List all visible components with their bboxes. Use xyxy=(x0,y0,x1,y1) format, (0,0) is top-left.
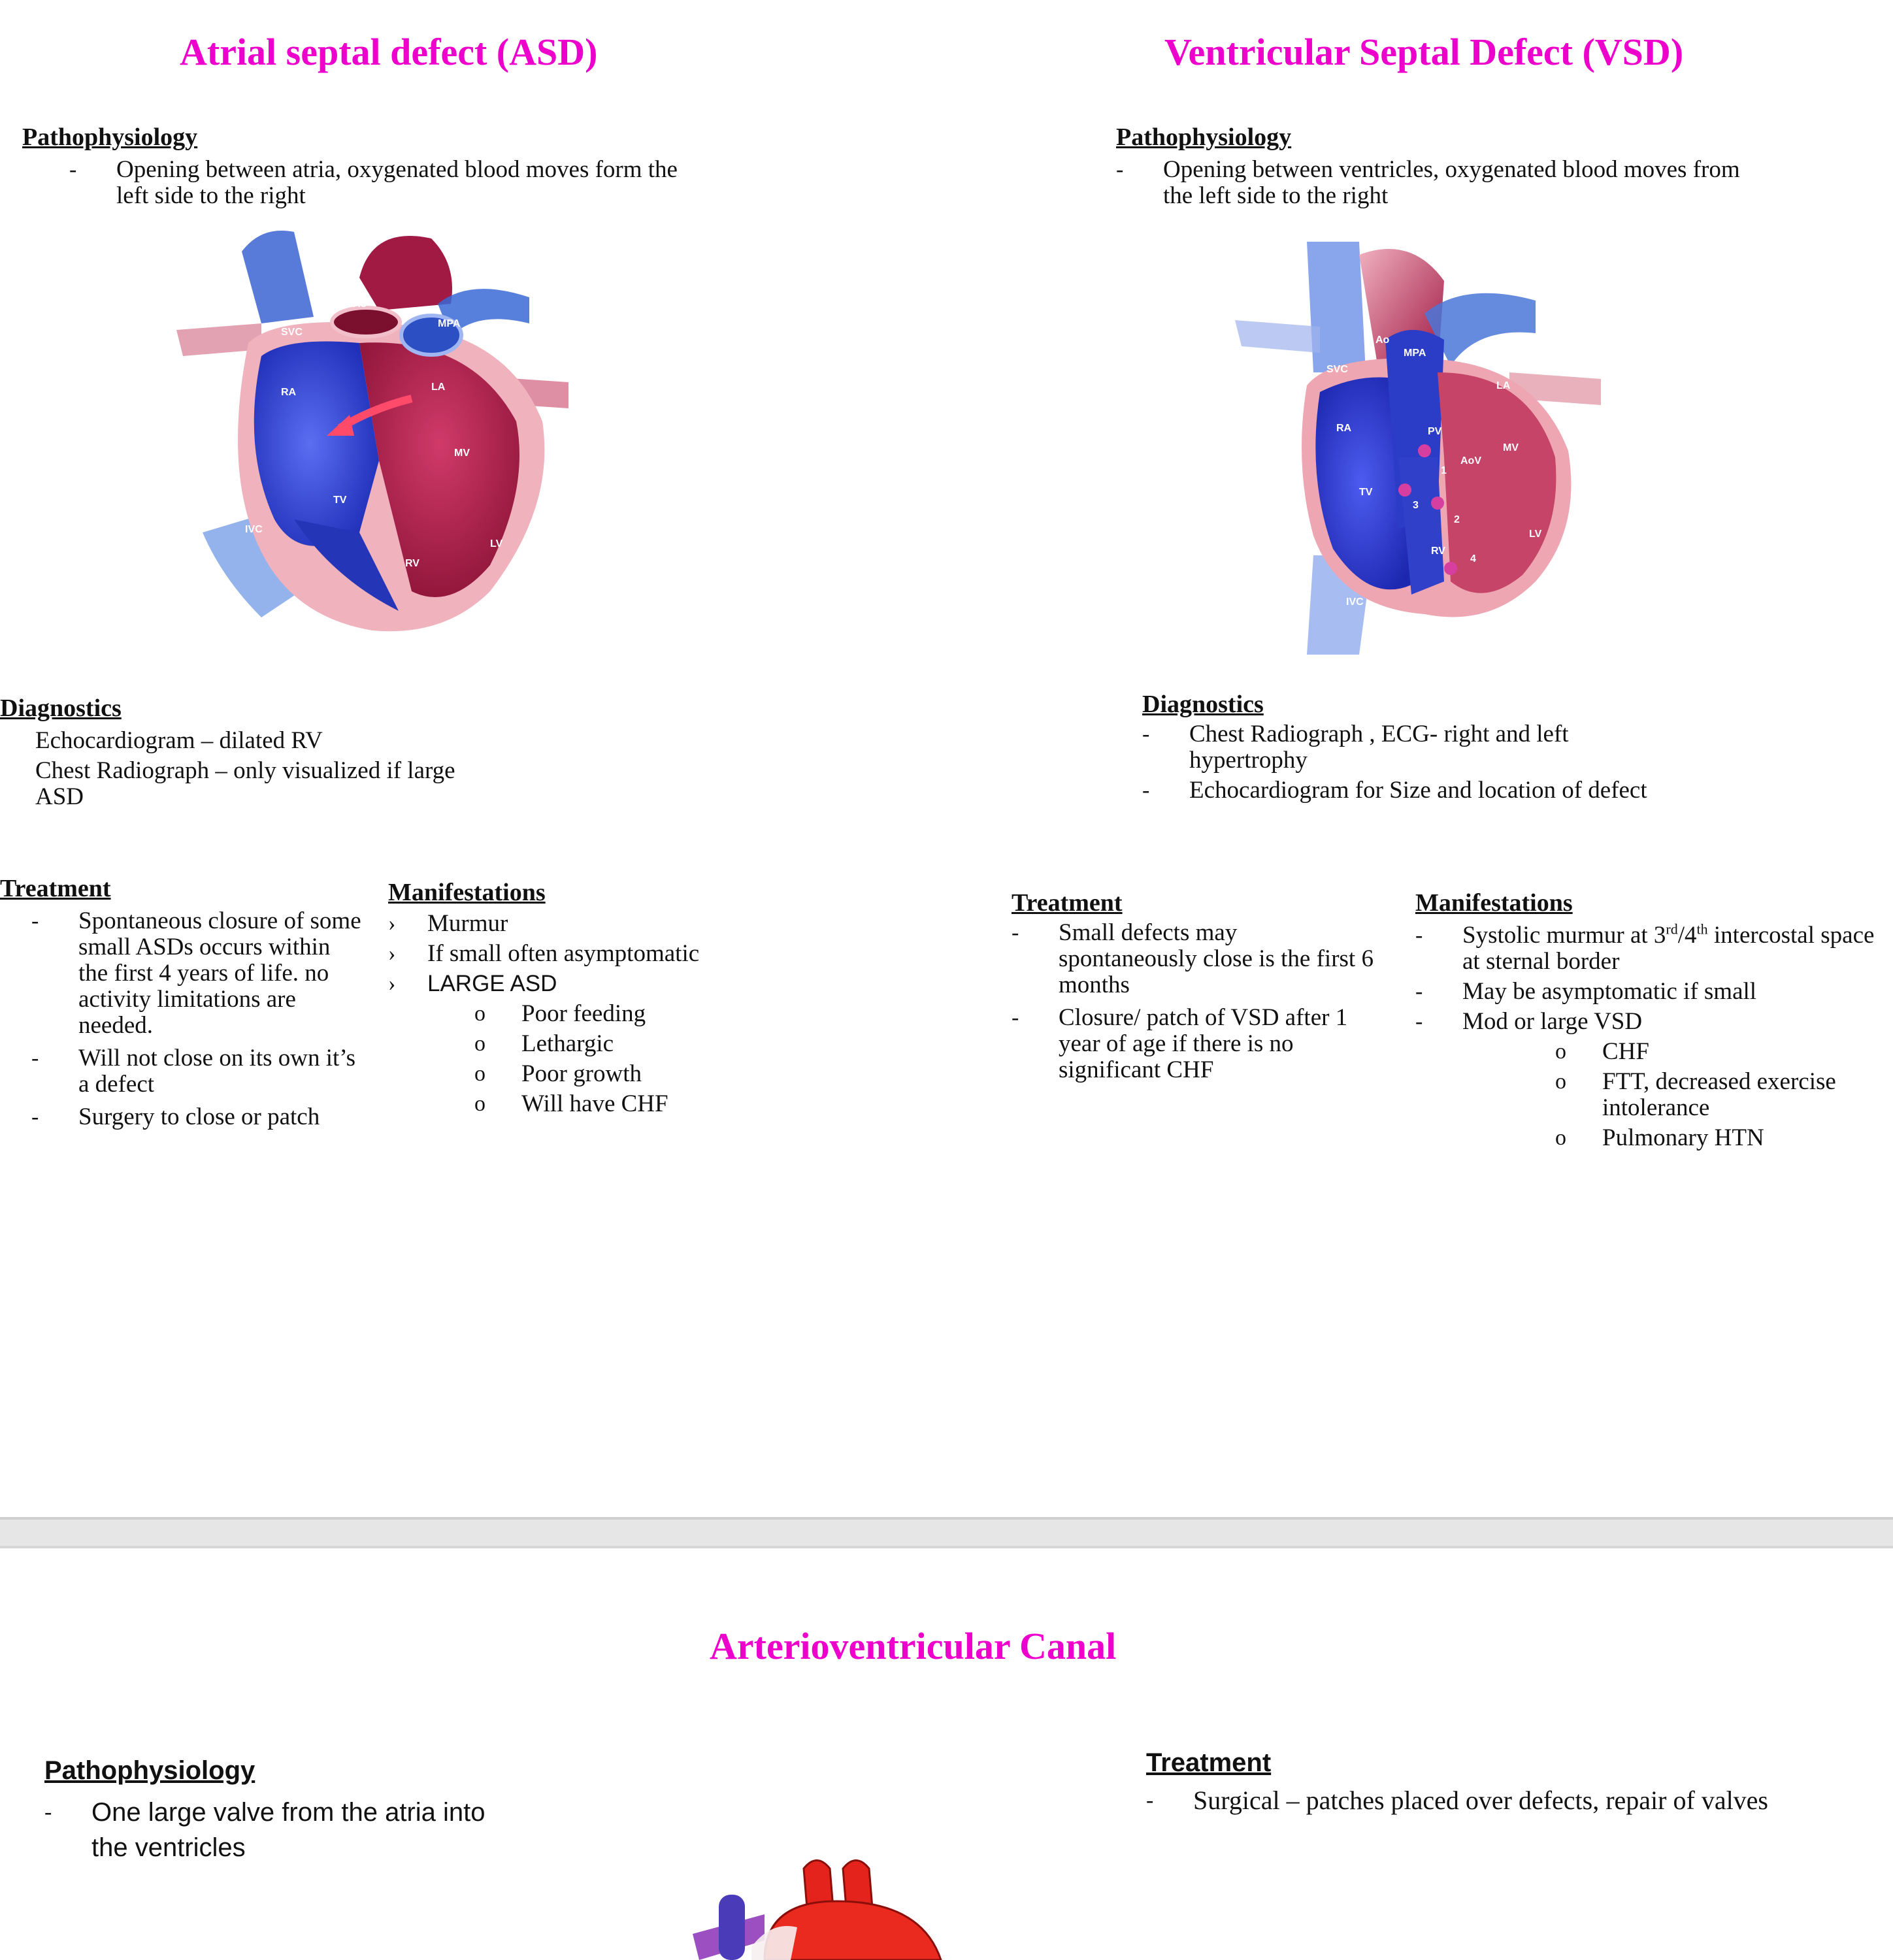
list-item: - Surgical – patches placed over defects, repair of valves xyxy=(1146,1786,1768,1815)
list-item: - Will not close on its own it’s a defect xyxy=(31,1045,356,1098)
asd-manifestations-heading: Manifestations xyxy=(388,879,546,906)
asd-treatment-list xyxy=(31,908,365,1137)
list-item: › Murmur xyxy=(388,910,508,937)
label-rv: RV xyxy=(1431,546,1445,557)
label-ao: Ao xyxy=(353,299,367,310)
defect-marker-icon xyxy=(1444,562,1457,575)
asd-pathophysiology-list xyxy=(69,157,697,213)
label-2: 2 xyxy=(1454,514,1460,525)
label-tv: TV xyxy=(333,495,347,506)
right-atrium-chamber xyxy=(254,342,379,546)
avc-heart-diagram xyxy=(667,1855,967,1960)
label-mpa: MPA xyxy=(1404,348,1426,359)
label-rv: RV xyxy=(405,558,420,569)
label-aov: AoV xyxy=(1460,455,1481,466)
list-item: - Mod or large VSD xyxy=(1415,1008,1643,1035)
svc-vessel xyxy=(719,1895,745,1960)
vsd-diagnostics-list xyxy=(1142,721,1704,808)
asd-manifestations-list xyxy=(388,911,754,1001)
asd-large-asd-sublist xyxy=(474,1001,749,1121)
list-item: o Poor feeding xyxy=(474,1000,646,1027)
vsd-title: Ventricular Septal Defect (VSD) xyxy=(1164,31,1684,73)
label-ao: Ao xyxy=(1375,335,1390,346)
systolic-murmur-text: Systolic murmur at 3rd/4th intercostal space at sternal border xyxy=(1462,921,1875,975)
asd-pathophysiology-heading: Pathophysiology xyxy=(22,123,198,151)
vsd-pathophysiology-heading: Pathophysiology xyxy=(1116,123,1292,151)
vsd-diagnostics-heading: Diagnostics xyxy=(1142,691,1264,718)
label-lv: LV xyxy=(490,538,503,549)
list-item: o Poor growth xyxy=(474,1060,642,1087)
vsd-manifestations-list xyxy=(1415,923,1886,1039)
list-item: - Chest Radiograph , ECG- right and left hypertrophy xyxy=(1142,721,1569,774)
label-svc: SVC xyxy=(1326,364,1348,375)
list-item: o FTT, decreased exercise intolerance xyxy=(1555,1068,1836,1121)
label-3: 3 xyxy=(1413,500,1419,511)
list-item: - Opening between atria, oxygenated blood moves form the left side to the right xyxy=(69,156,678,209)
label-la: LA xyxy=(431,382,446,393)
asd-heart-diagram xyxy=(163,225,588,644)
label-pv: PV xyxy=(1428,426,1442,437)
label-mpa: MPA xyxy=(438,318,461,329)
page-divider xyxy=(0,1517,1893,1548)
asd-title: Atrial septal defect (ASD) xyxy=(180,31,598,73)
list-item: o Pulmonary HTN xyxy=(1555,1124,1764,1151)
list-item: - Systolic murmur at 3rd/4th intercostal space at sternal border xyxy=(1415,921,1875,975)
label-mv: MV xyxy=(454,448,470,459)
list-item: - May be asymptomatic if small xyxy=(1415,978,1757,1005)
pulmonary-artery-branch xyxy=(1235,320,1320,353)
defect-marker-icon xyxy=(1398,483,1411,497)
label-1: 1 xyxy=(1441,465,1447,476)
label-svc: SVC xyxy=(281,327,303,338)
asd-treatment-heading: Treatment xyxy=(0,875,111,902)
vsd-treatment-heading: Treatment xyxy=(1012,889,1123,917)
list-item: o Lethargic xyxy=(474,1030,614,1057)
avc-treatment-list xyxy=(1146,1788,1891,1819)
vsd-mod-large-sublist xyxy=(1555,1039,1882,1155)
label-4: 4 xyxy=(1470,553,1476,564)
list-item: - Echocardiogram for Size and location of defect xyxy=(1142,777,1647,804)
avc-title: Arterioventricular Canal xyxy=(710,1625,1117,1667)
vsd-manifestations-heading: Manifestations xyxy=(1415,889,1573,917)
list-item: - Spontaneous closure of some small ASDs occurs within the first 4 years of life. no activity limitations are needed. xyxy=(31,907,361,1039)
avc-pathophysiology-list xyxy=(44,1795,489,1870)
label-ra: RA xyxy=(281,387,297,398)
vsd-heart-diagram xyxy=(1228,242,1607,655)
vsd-treatment-list xyxy=(1012,920,1377,1090)
label-mv: MV xyxy=(1503,442,1519,453)
list-item: o Will have CHF xyxy=(474,1090,668,1117)
svc-vessel xyxy=(242,231,314,323)
vsd-pathophysiology-list xyxy=(1116,157,1743,213)
list-item: Chest Radiograph – only visualized if large ASD xyxy=(35,757,455,810)
list-item: › LARGE ASD xyxy=(388,971,557,996)
list-item: - Opening between ventricles, oxygenated blood moves from the left side to the right xyxy=(1116,156,1740,209)
list-item: - One large valve from the atria into the ventricles xyxy=(44,1798,486,1862)
avc-treatment-heading: Treatment xyxy=(1146,1748,1272,1777)
label-ivc: IVC xyxy=(245,524,263,535)
list-item: › If small often asymptomatic xyxy=(388,940,700,967)
list-item: Echocardiogram – dilated RV xyxy=(35,727,323,754)
label-la: LA xyxy=(1496,380,1511,391)
aorta-vessel xyxy=(359,236,452,310)
avc-pathophysiology-heading: Pathophysiology xyxy=(44,1756,255,1785)
asd-diagnostics-heading: Diagnostics xyxy=(0,694,122,722)
defect-marker-icon xyxy=(1431,497,1444,510)
label-lv: LV xyxy=(1529,529,1542,540)
list-item: - Small defects may spontaneously close is the first 6 months xyxy=(1012,919,1374,998)
list-item: - Surgery to close or patch xyxy=(31,1103,320,1130)
list-item: - Closure/ patch of VSD after 1 year of age if there is no significant CHF xyxy=(1012,1004,1348,1083)
aortic-ring xyxy=(332,308,400,336)
asd-diagnostics-list xyxy=(35,728,506,814)
list-item: o CHF xyxy=(1555,1038,1649,1065)
label-tv: TV xyxy=(1359,487,1373,498)
defect-marker-icon xyxy=(1418,444,1431,457)
label-ra: RA xyxy=(1336,423,1352,434)
label-ivc: IVC xyxy=(1346,596,1364,608)
svc-vessel xyxy=(1307,242,1366,372)
